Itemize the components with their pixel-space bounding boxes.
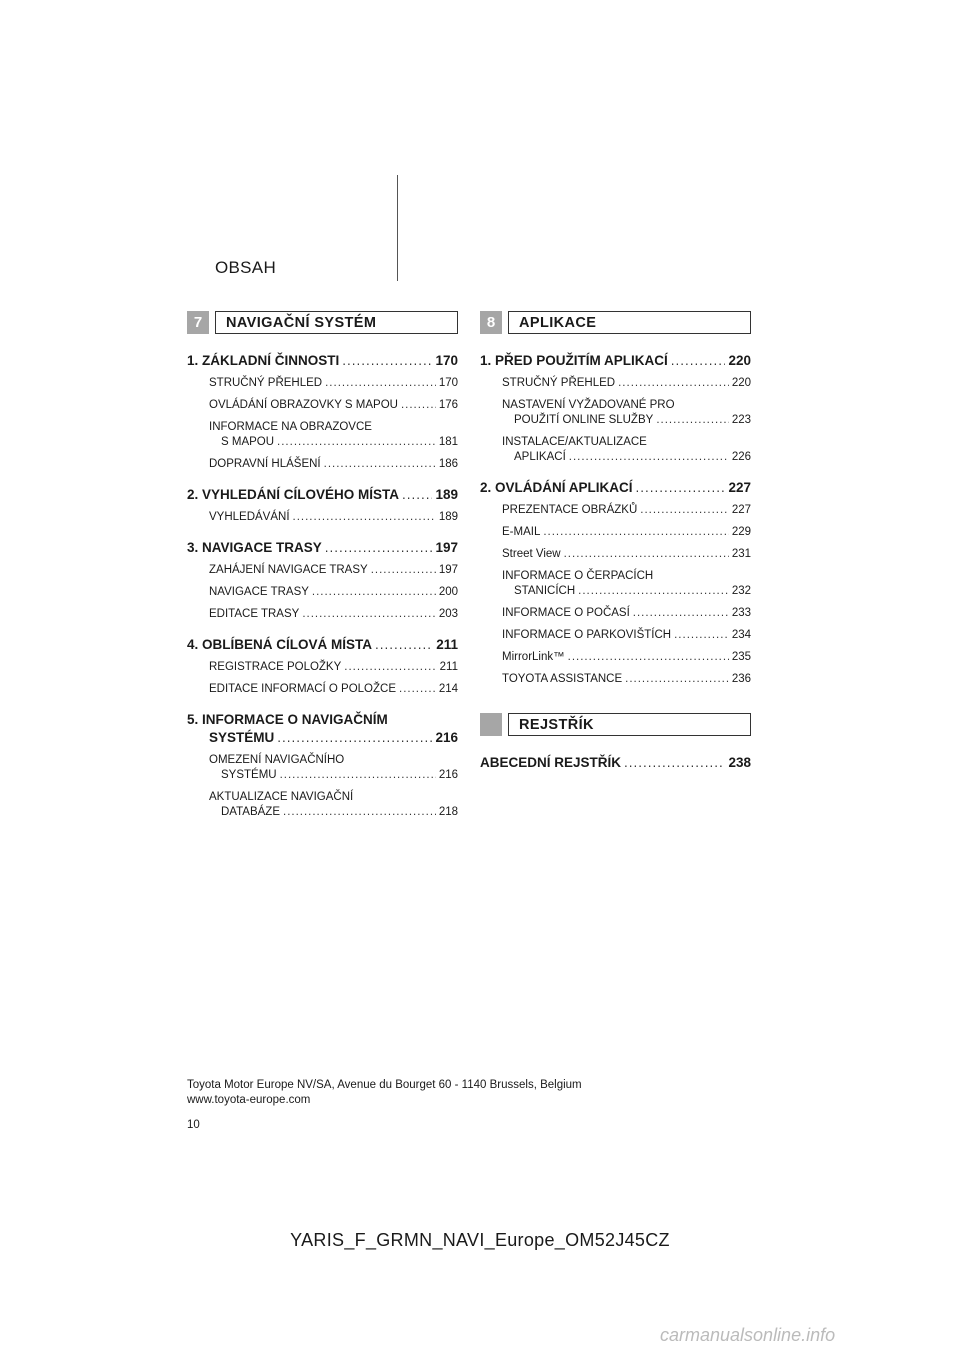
section-title: APLIKACE	[508, 311, 751, 334]
toc-entry[interactable]: ZAHÁJENÍ NAVIGACE TRASY ..... 197	[209, 563, 458, 578]
toc-entry[interactable]: TOYOTA ASSISTANCE ..... 236	[502, 672, 751, 687]
toc-entry[interactable]: INFORMACE O ČERPACÍCH STANICÍCH ..... 232	[502, 569, 751, 599]
section-number	[480, 713, 502, 736]
toc-chapter[interactable]: 3. NAVIGACE TRASY ..... 197	[187, 539, 458, 557]
section-number: 7	[187, 311, 209, 334]
section-header-7	[187, 311, 458, 334]
toc-entry[interactable]: PREZENTACE OBRÁZKŮ ..... 227	[502, 503, 751, 518]
section-number: 8	[480, 311, 502, 334]
toc-column-left	[187, 311, 458, 827]
toc-column-right	[480, 311, 751, 778]
toc-entry[interactable]: INSTALACE/AKTUALIZACE APLIKACÍ ..... 226	[502, 435, 751, 465]
toc-entry[interactable]: INFORMACE O POČASÍ ..... 233	[502, 606, 751, 621]
toc-entry[interactable]: EDITACE TRASY ..... 203	[209, 607, 458, 622]
toc-entry[interactable]: STRUČNÝ PŘEHLED ..... 170	[209, 376, 458, 391]
toc-entry[interactable]: INFORMACE NA OBRAZOVCE S MAPOU ..... 181	[209, 420, 458, 450]
publisher-website-link[interactable]: www.toyota-europe.com	[187, 1094, 311, 1106]
title-divider	[397, 175, 398, 281]
watermark: carmanualsonline.info	[660, 1325, 836, 1345]
page-number: 10	[187, 1119, 200, 1131]
publisher-address: Toyota Motor Europe NV/SA, Avenue du Bourget 60 - 1140 Brussels, Belgium www.toyota-europe.com	[187, 1079, 582, 1106]
section-title: NAVIGAČNÍ SYSTÉM	[215, 311, 458, 334]
toc-chapter[interactable]: 5. INFORMACE O NAVIGAČNÍM SYSTÉMU ..... 216	[187, 711, 458, 747]
toc-entry[interactable]: OVLÁDÁNÍ OBRAZOVKY S MAPOU ..... 176	[209, 398, 458, 413]
toc-entry[interactable]: REGISTRACE POLOŽKY ..... 211	[209, 660, 458, 675]
toc-entry[interactable]: Street View ..... 231	[502, 547, 751, 562]
section-title: REJSTŘÍK	[508, 713, 751, 736]
toc-chapter[interactable]: 1. ZÁKLADNÍ ČINNOSTI ..... 170	[187, 352, 458, 370]
toc-chapter[interactable]: 1. PŘED POUŽITÍM APLIKACÍ ..... 220	[480, 352, 751, 370]
toc-entry[interactable]: E-MAIL ..... 229	[502, 525, 751, 540]
section-header-8	[480, 311, 751, 334]
document-code: YARIS_F_GRMN_NAVI_Europe_OM52J45CZ	[290, 1230, 670, 1250]
toc-entry[interactable]: MirrorLink™ ..... 235	[502, 650, 751, 665]
toc-chapter[interactable]: ABECEDNÍ REJSTŘÍK ..... 238	[480, 754, 751, 772]
toc-entry[interactable]: AKTUALIZACE NAVIGAČNÍ DATABÁZE ..... 218	[209, 790, 458, 820]
toc-chapter[interactable]: 4. OBLÍBENÁ CÍLOVÁ MÍSTA ..... 211	[187, 636, 458, 654]
toc-entry[interactable]: STRUČNÝ PŘEHLED ..... 220	[502, 376, 751, 391]
toc-entry[interactable]: DOPRAVNÍ HLÁŠENÍ ..... 186	[209, 457, 458, 472]
toc-chapter[interactable]: 2. OVLÁDÁNÍ APLIKACÍ ..... 227	[480, 479, 751, 497]
toc-entry[interactable]: INFORMACE O PARKOVIŠTÍCH ..... 234	[502, 628, 751, 643]
page-title: OBSAH	[215, 258, 277, 277]
toc-entry[interactable]: VYHLEDÁVÁNÍ ..... 189	[209, 510, 458, 525]
toc-entry[interactable]: OMEZENÍ NAVIGAČNÍHO SYSTÉMU ..... 216	[209, 753, 458, 783]
toc-entry[interactable]: EDITACE INFORMACÍ O POLOŽCE ..... 214	[209, 682, 458, 697]
section-header-index	[480, 713, 751, 736]
toc-entry[interactable]: NAVIGACE TRASY ..... 200	[209, 585, 458, 600]
toc-chapter[interactable]: 2. VYHLEDÁNÍ CÍLOVÉHO MÍSTA ..... 189	[187, 486, 458, 504]
toc-entry[interactable]: NASTAVENÍ VYŽADOVANÉ PRO POUŽITÍ ONLINE SLUŽBY ..... 223	[502, 398, 751, 428]
